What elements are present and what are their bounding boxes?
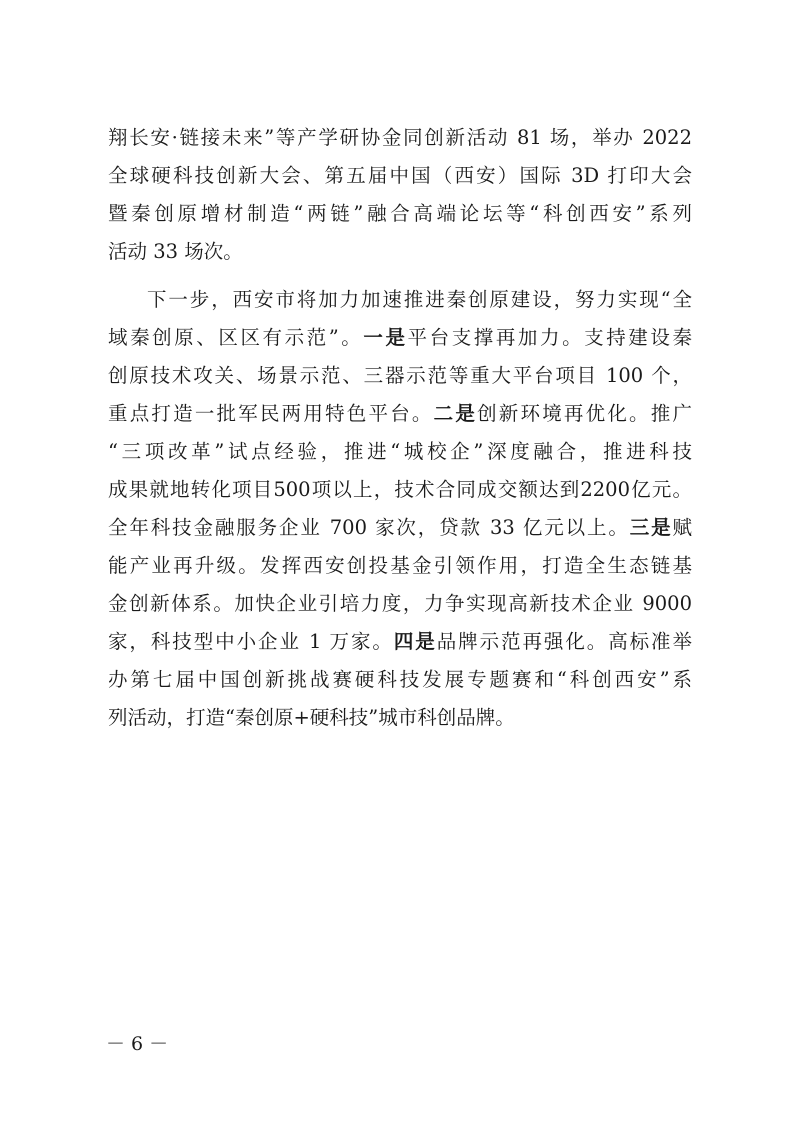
paragraph2-line8: 能产业再升级。发挥西安创投基金引领作用，打造全生态链基 [108,554,692,577]
paragraph2-line4 [108,401,692,427]
paragraph2-line11: 办第七届中国创新挑战赛硬科技发展专题赛和“科创西安”系 [108,668,692,691]
line7-text-before: 全年科技金融服务企业 700 家次，贷款 33 亿元以上。 [108,516,630,539]
paragraph1-line1: 翔长安·链接未来”等产学研协金同创新活动 81 场，举办 2022 [108,126,692,149]
line7-text-after: 赋 [672,516,692,539]
paragraph2-line1: 下一步，西安市将加力加速推进秦创原建设，努力实现“全 [147,288,692,311]
line4-text-before: 重点打造一批军民两用特色平台。 [108,402,434,425]
paragraph2-line5: “三项改革”试点经验，推进“城校企”深度融合，推进科技 [108,440,692,463]
line10-text-before: 家，科技型中小企业 1 万家。 [108,630,394,653]
paragraph2-line7 [108,515,692,541]
paragraph2-line9: 金创新体系。加快企业引培力度，力争实现高新技术企业 9000 [108,592,692,615]
paragraph2-line6: 成果就地转化项目500项以上，技术合同成交额达到2200亿元。 [108,478,692,501]
paragraph2-line10 [108,629,692,655]
line4-text-after: 创新环境再优化。推广 [477,402,692,425]
paragraph2-line3: 创原技术攻关、场景示范、三器示范等重大平台项目 100 个， [108,364,692,387]
paragraph2-line12: 列活动，打造“秦创原+硬科技”城市科创品牌。 [108,706,515,729]
paragraph2-line2 [108,325,692,351]
point-one-label: 一是 [363,326,408,349]
line2-text-before: 域秦创原、区区有示范”。 [108,326,364,349]
point-four-label: 四是 [393,630,437,653]
line2-text-after: 平台支撑再加力。支持建设秦 [407,326,692,349]
point-three-label: 三是 [629,516,673,539]
page-number: － 6 － [106,1033,169,1055]
line10-text-after: 品牌示范再强化。高标准举 [436,630,692,653]
point-two-label: 二是 [433,402,478,425]
paragraph1-line3: 暨秦创原增材制造“两链”融合高端论坛等“科创西安”系列 [108,202,692,225]
paragraph1-line4: 活动 33 场次。 [108,240,243,263]
paragraph1-line2: 全球硬科技创新大会、第五届中国（西安）国际 3D 打印大会 [108,164,692,187]
